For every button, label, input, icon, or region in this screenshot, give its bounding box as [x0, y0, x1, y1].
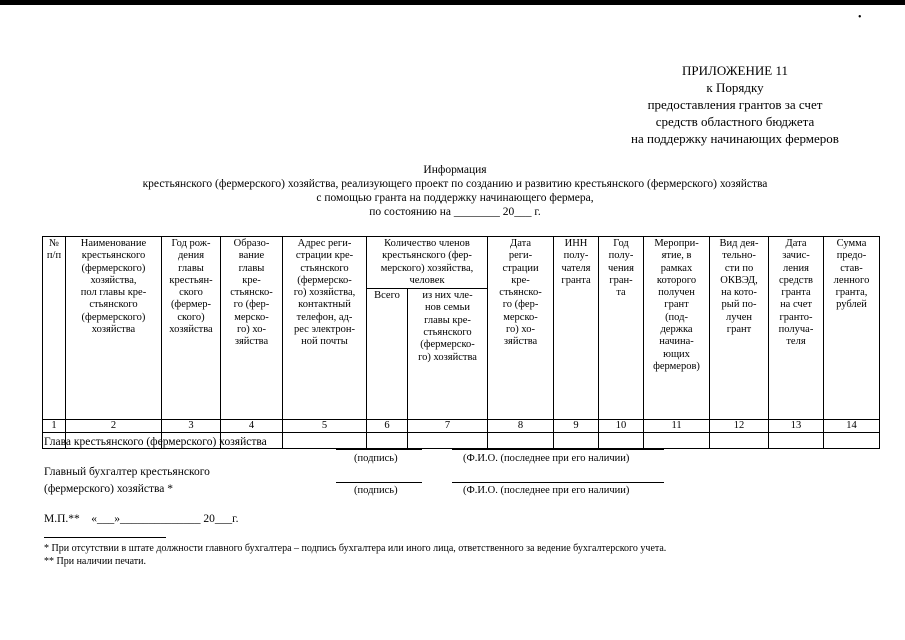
column-number: 6 [367, 420, 408, 433]
empty-cell [488, 433, 554, 449]
header-education: Образо- вание главы кре- стьянско- го (фер- мерско- го) хо- зяйства [230, 238, 273, 348]
accountant-name-hint: (Ф.И.О. (последнее при его наличии) [463, 485, 630, 496]
header-members-total: Всего [374, 290, 400, 302]
head-signature-label: Глава крестьянского (фермерского) хозяйства [44, 436, 267, 448]
column-number: 13 [769, 420, 824, 433]
empty-cell [599, 433, 644, 449]
empty-cell [769, 433, 824, 449]
column-number: 4 [221, 420, 283, 433]
title-line-3: с помощью гранта на поддержку начинающего фермера, [316, 192, 594, 204]
accountant-label-1: Главный бухгалтер крестьянского [44, 466, 210, 478]
header-col-3 [162, 237, 221, 420]
column-number: 14 [824, 420, 880, 433]
appendix-line-5: на поддержку начинающих фермеров [631, 131, 839, 146]
header-credit-date: Дата зачис- ления средств гранта на счет гранто- получа- теля [778, 238, 814, 348]
header-okved: Вид дея- тельно- сти по ОКВЭД, на кото- рый по- лучен грант [719, 238, 759, 336]
footnote-2: ** При наличии печати. [44, 556, 146, 567]
appendix-line-3: предоставления грантов за счет [647, 97, 823, 112]
header-reg-date: Дата реги- страции кре- стьянско- го (фер- мерско- го) хо- зяйства [499, 238, 542, 348]
accountant-name-line [452, 482, 664, 483]
empty-cell [408, 433, 488, 449]
accountant-label-2: (фермерского) хозяйства * [44, 483, 174, 495]
column-number: 11 [644, 420, 710, 433]
scan-border-top [0, 0, 905, 5]
appendix-line-2: к Порядку [706, 80, 764, 95]
appendix-line-1: ПРИЛОЖЕНИЕ 11 [682, 63, 788, 78]
footnote-separator [44, 537, 166, 538]
header-col-12 [710, 237, 769, 420]
header-inn: ИНН полу- чателя гранта [561, 238, 591, 286]
accountant-signature-line [336, 482, 422, 483]
column-number: 3 [162, 420, 221, 433]
empty-cell [824, 433, 880, 449]
header-col-10 [599, 237, 644, 420]
column-number: 12 [710, 420, 769, 433]
header-col-6 [367, 289, 408, 420]
empty-cell [367, 433, 408, 449]
document-title [60, 163, 850, 219]
column-number: 1 [43, 420, 66, 433]
column-number: 9 [554, 420, 599, 433]
header-address: Адрес реги- страции кре- стьянского (фермерско- го) хозяйства, контактный телефон, ад- рес электрон- ной почты [293, 238, 356, 348]
head-name-line [452, 449, 664, 450]
title-line-1: Информация [423, 164, 487, 176]
appendix-line-4: средств областного бюджета [655, 114, 815, 129]
head-signature-hint: (подпись) [354, 453, 398, 464]
header-col-11 [644, 237, 710, 420]
header-grant-sum: Сумма предо- став- ленного гранта, рублей [833, 238, 870, 311]
header-members-group [367, 237, 488, 289]
empty-cell [283, 433, 367, 449]
header-col-14 [824, 237, 880, 420]
header-col-1 [43, 237, 66, 420]
header-measure: Меропри- ятие, в рамках которого получен грант (под- держка начина- ющих фермеров) [653, 238, 700, 372]
header-number: № п/п [46, 238, 62, 262]
scan-speck: • [858, 12, 862, 23]
header-members: Количество членов крестьянского (фер- мерского) хозяйства, человек [380, 238, 474, 286]
column-number: 8 [488, 420, 554, 433]
column-number: 10 [599, 420, 644, 433]
empty-cell [554, 433, 599, 449]
header-col-4 [221, 237, 283, 420]
header-col-9 [554, 237, 599, 420]
header-family-members: из них чле- нов семьи главы кре- стьянского (фермерско- го) хозяйства [418, 290, 477, 363]
footnote-1: * При отсутствии в штате должности главного бухгалтера – подпись бухгалтера или иного лица, ответственного за ведение бухгалтерского учета. [44, 543, 667, 554]
column-number: 2 [66, 420, 162, 433]
header-col-7 [408, 289, 488, 420]
header-grant-year: Год полу- чения гран- та [608, 238, 635, 299]
header-name: Наименование крестьянского (фермерского) хозяйства, пол главы кре- стьянского (фермерского) хозяйства [80, 238, 147, 336]
accountant-signature-hint: (подпись) [354, 485, 398, 496]
header-col-8 [488, 237, 554, 420]
head-signature-line [336, 449, 422, 450]
header-col-13 [769, 237, 824, 420]
title-line-4: по состоянию на ________ 20___ г. [369, 206, 541, 218]
header-col-2 [66, 237, 162, 420]
title-line-2: крестьянского (фермерского) хозяйства, реализующего проект по созданию и развитию крестьянского (фермерского) хозяйства [142, 178, 768, 190]
header-col-5 [283, 237, 367, 420]
column-number: 7 [408, 420, 488, 433]
header-birth-year: Год рож- дения главы крестьян- ского (фермер- ского) хозяйства [169, 238, 213, 336]
appendix-header [600, 62, 870, 147]
empty-cell [644, 433, 710, 449]
empty-cell [710, 433, 769, 449]
head-name-hint: (Ф.И.О. (последнее при его наличии) [463, 453, 630, 464]
column-number: 5 [283, 420, 367, 433]
farm-info-table [42, 236, 880, 449]
stamp-date-line: М.П.** «___»______________ 20___г. [44, 513, 239, 525]
column-numbers-row [43, 420, 880, 433]
